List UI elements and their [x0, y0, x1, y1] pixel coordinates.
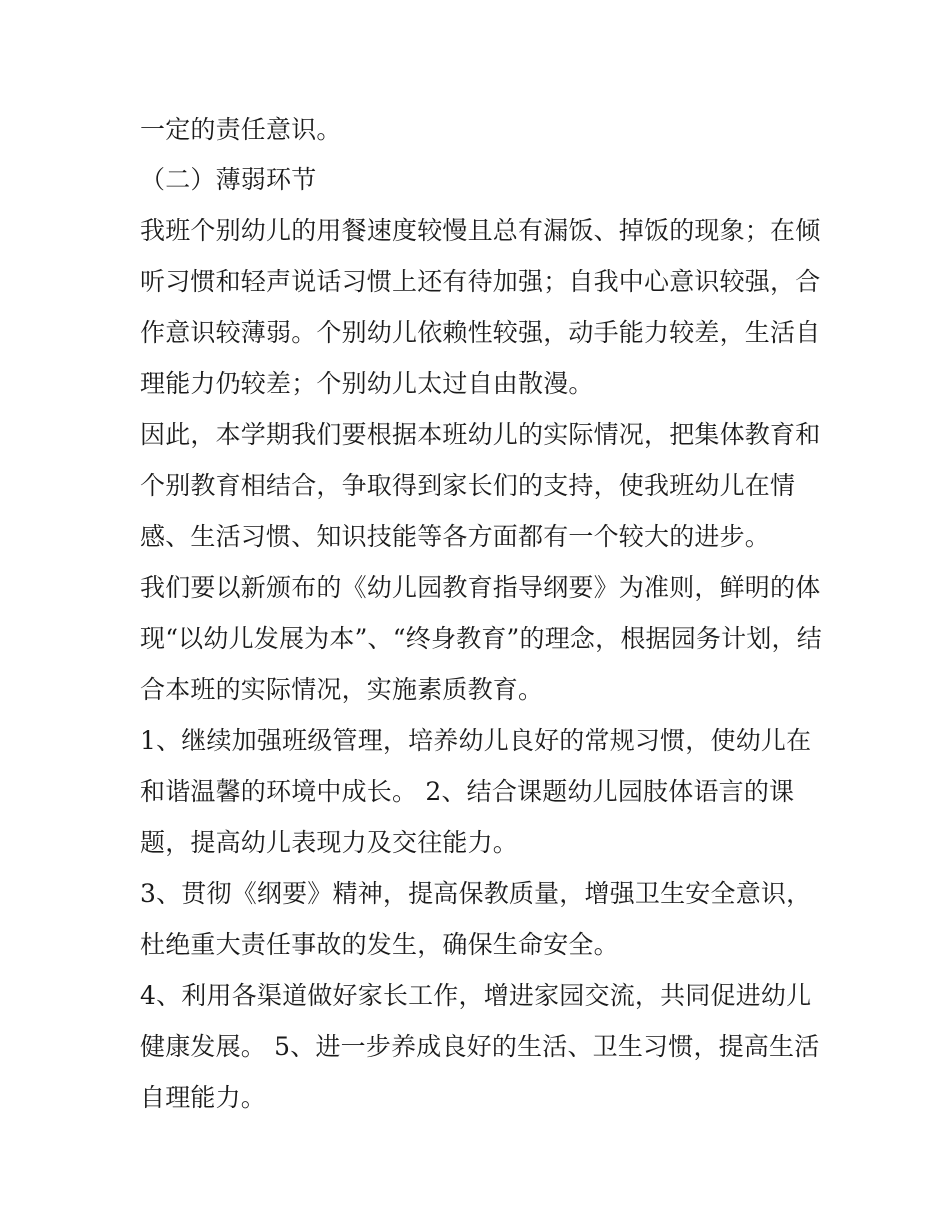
text-line: 我们要以新颁布的《幼儿园教育指导纲要》为准则，鲜明的体: [140, 573, 821, 602]
list-item-line: 3、贯彻《纲要》精神，提高保教质量，增强卫生安全意识，: [140, 879, 812, 908]
text-line: 作意识较薄弱。个别幼儿依赖性较强，动手能力较差，生活自: [140, 318, 821, 347]
list-item-line: 1、继续加强班级管理，培养幼儿良好的常规习惯，使幼儿在: [140, 726, 812, 755]
text-line: 现“以幼儿发展为本”、“终身教育”的理念，根据园务计划，结: [140, 624, 822, 653]
text-line: 合本班的实际情况，实施素质教育。: [140, 675, 544, 704]
list-item-line: 健康发展。 5、进一步养成良好的生活、卫生习惯，提高生活: [140, 1032, 820, 1061]
text-line: 听习惯和轻声说话习惯上还有待加强；自我中心意识较强，合: [140, 267, 821, 296]
list-item-line: 题，提高幼儿表现力及交往能力。: [140, 828, 519, 857]
text-line: 个别教育相结合，争取得到家长们的支持，使我班幼儿在情: [140, 471, 796, 500]
section-heading: （二）薄弱环节: [140, 165, 317, 194]
list-item-line: 4、利用各渠道做好家长工作，增进家园交流，共同促进幼儿: [140, 981, 812, 1010]
text-line: 理能力仍较差；个别幼儿太过自由散漫。: [140, 369, 594, 398]
text-line: 感、生活习惯、知识技能等各方面都有一个较大的进步。: [140, 522, 771, 551]
text-line: 因此，本学期我们要根据本班幼儿的实际情况，把集体教育和: [140, 420, 821, 449]
list-item-line: 和谐温馨的环境中成长。 2、结合课题幼儿园肢体语言的课: [140, 777, 795, 806]
text-line: 一定的责任意识。: [140, 115, 342, 144]
text-line: 我班个别幼儿的用餐速度较慢且总有漏饭、掉饭的现象；在倾: [140, 216, 821, 245]
list-item-line: 自理能力。: [140, 1083, 267, 1112]
list-item-line: 杜绝重大责任事故的发生，确保生命安全。: [140, 930, 619, 959]
